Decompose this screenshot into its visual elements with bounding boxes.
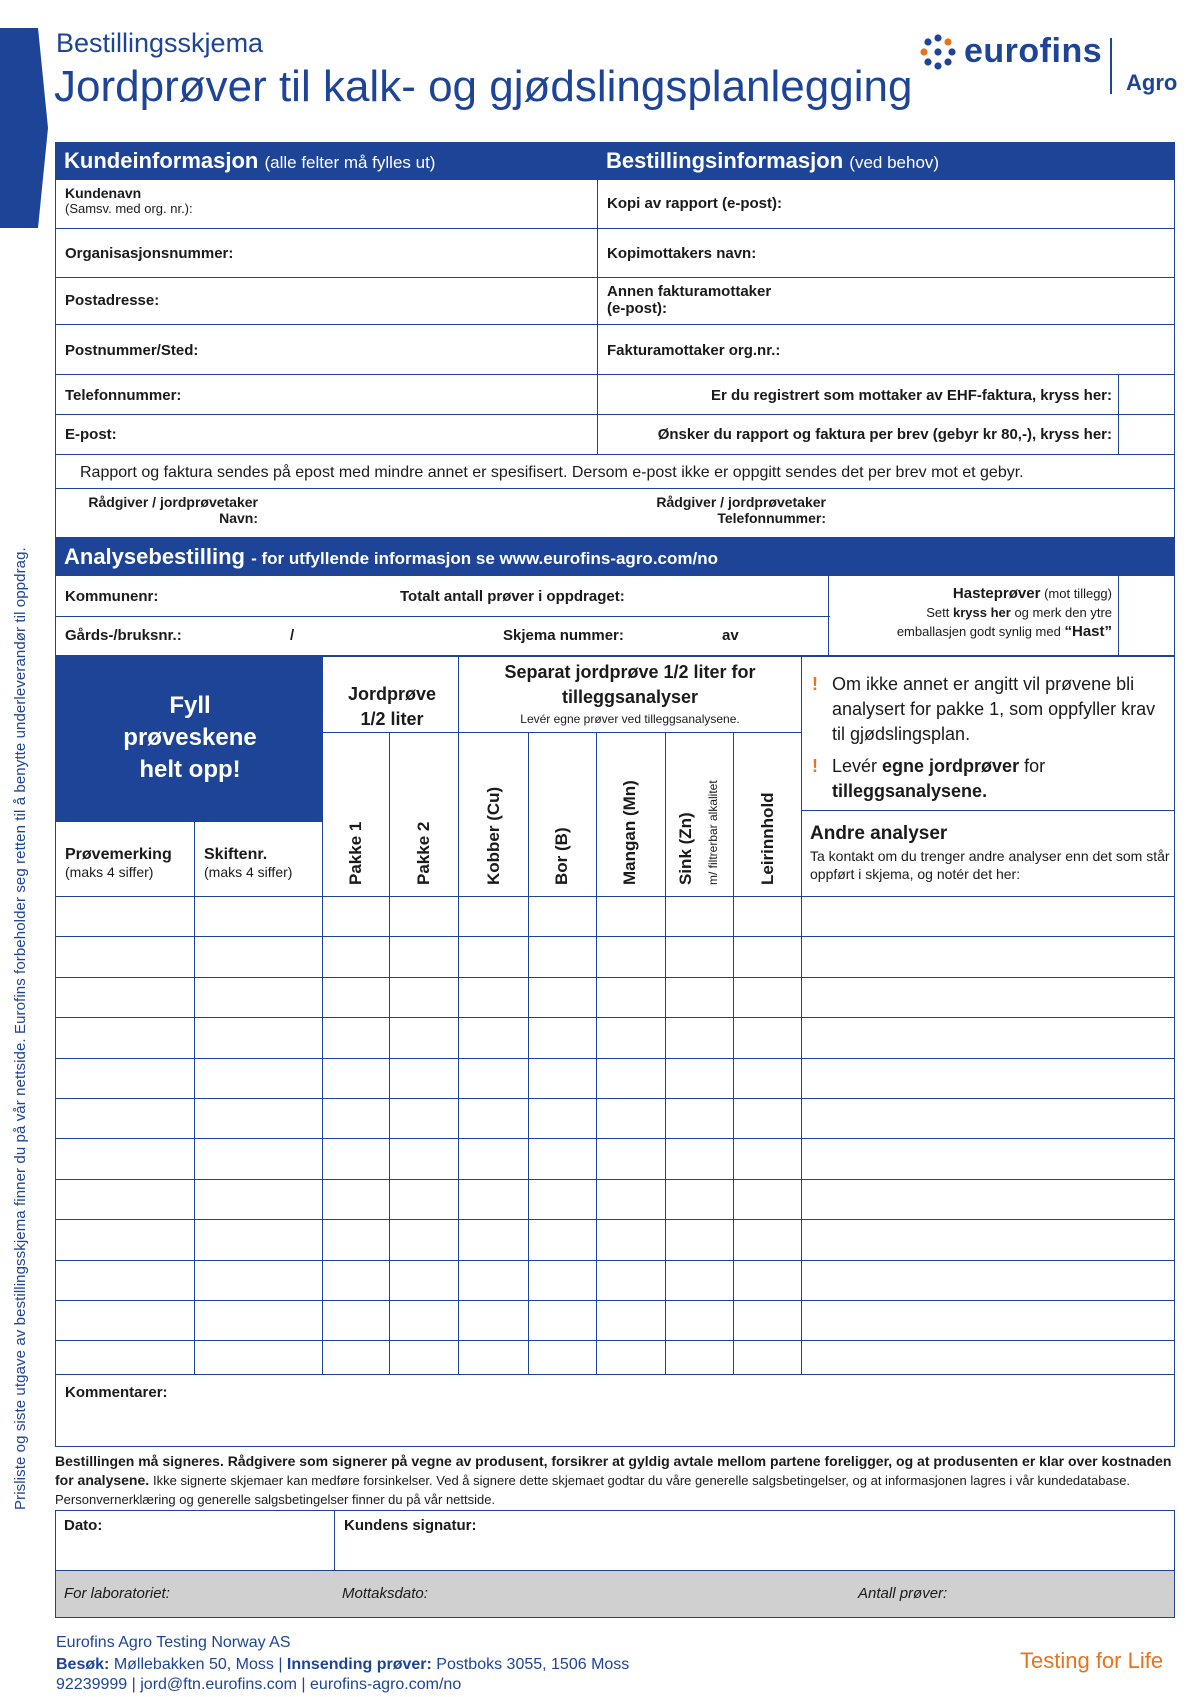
- table-row[interactable]: [55, 936, 1175, 937]
- customer-name-label: Kundenavn: [65, 185, 142, 201]
- separate-sample-note: Levér egne prøver ved tilleggsanalysene.: [520, 712, 740, 726]
- org-number-field[interactable]: Organisasjonsnummer:: [65, 245, 234, 262]
- divider: [528, 732, 529, 1375]
- urgent-line2-c: og merk den ytre: [1014, 605, 1112, 620]
- separate-sample-header: [462, 660, 798, 726]
- divider: [597, 180, 598, 454]
- fill-boxes-text: Fyll prøveskene helt opp!: [123, 692, 257, 783]
- schema-number-field[interactable]: Skjema nummer:: [503, 627, 624, 644]
- pakke2-header: Pakke 2: [414, 821, 433, 885]
- table-row[interactable]: [55, 1179, 1175, 1180]
- footer-send: Postboks 3055, 1506 Moss: [436, 1656, 630, 1673]
- footer-send-label: Innsending prøver:: [286, 1656, 432, 1673]
- form-subtitle: Bestillingsskjema: [56, 28, 264, 58]
- zip-city-field[interactable]: Postnummer/Sted:: [65, 342, 199, 359]
- logo-divider: [1110, 38, 1112, 94]
- footer-slogan: Testing for Life: [1020, 1648, 1164, 1673]
- signature-label: Kundens signatur:: [344, 1517, 477, 1534]
- advisor-phone-label-2: Telefonnummer:: [717, 510, 826, 526]
- table-row[interactable]: [55, 1058, 1175, 1059]
- form-title: Jordprøver til kalk- og gjødslingsplanlegging: [54, 62, 913, 111]
- divider: [389, 732, 390, 1375]
- side-tab-decoration: [0, 28, 38, 228]
- other-analyses-title: Andre analyser: [810, 823, 948, 844]
- divider: [55, 374, 1175, 375]
- farm-number-field[interactable]: Gårds-/bruksnr.:: [65, 627, 182, 644]
- footer-website[interactable]: eurofins-agro.com/no: [310, 1676, 462, 1693]
- divider: [801, 656, 802, 1375]
- advisor-phone-field[interactable]: [640, 494, 826, 526]
- municipality-field[interactable]: Kommunenr:: [65, 588, 159, 605]
- field-number-header: [204, 846, 292, 880]
- footer-address: Besøk: Møllebakken 50, Moss | Innsending prøver: Postboks 3055, 1506 Moss: [56, 1656, 630, 1673]
- table-row[interactable]: [55, 1300, 1175, 1301]
- note2-c: for: [1024, 756, 1046, 776]
- table-row[interactable]: [55, 1098, 1175, 1099]
- note2-d: tilleggsanalysene.: [832, 781, 988, 801]
- advisor-name-field[interactable]: [78, 494, 258, 526]
- divider: [322, 732, 801, 733]
- boron-header: Bor (B): [552, 827, 571, 885]
- divider: [55, 488, 1175, 489]
- divider: [334, 1510, 335, 1570]
- customer-heading: [64, 148, 435, 174]
- field-number-label: Skiftenr.: [204, 846, 268, 863]
- schema-of-label: av: [722, 627, 739, 644]
- table-row[interactable]: [55, 1017, 1175, 1018]
- other-invoice-field[interactable]: [607, 283, 771, 317]
- footer-visit: Møllebakken 50, Moss: [113, 1656, 274, 1673]
- divider: [55, 228, 1175, 229]
- manganese-header: Mangan (Mn): [620, 780, 639, 885]
- divider: [55, 896, 1175, 897]
- order-heading-text: Bestillingsinformasjon: [606, 148, 844, 173]
- copper-header: Kobber (Cu): [484, 786, 503, 885]
- divider: [322, 656, 323, 1375]
- divider: [665, 732, 666, 1375]
- table-row[interactable]: [55, 977, 1175, 978]
- signing-terms-bold: Bestillingen må signeres. Rådgivere som signerer på vegne av produsent, forsikrer at gyldig avtale mellom partene foreligger, og at produsenten er klar over kostnaden for analysene.: [55, 1453, 1172, 1488]
- other-analyses-header: [810, 823, 1170, 883]
- ehf-label: Er du registrert som mottaker av EHF-faktura, kryss her:: [711, 387, 1112, 404]
- exclamation-icon: !: [812, 674, 818, 694]
- report-copy-field[interactable]: Kopi av rapport (e-post):: [607, 195, 782, 212]
- urgent-line2-b: kryss her: [953, 605, 1011, 620]
- divider: [55, 414, 1175, 415]
- note-default-package: [812, 672, 1162, 747]
- eurofins-logo-mark-icon: [918, 32, 958, 72]
- sample-marking-header: [65, 846, 172, 880]
- farm-number-separator: /: [290, 627, 295, 644]
- postal-address-field[interactable]: Postadresse:: [65, 292, 160, 309]
- signing-terms-normal: Ikke signerte skjemaer kan medføre forsinkelser. Ved å signere dette skjemaet godtar du våre generelle salgsbetingelser, og at informasjonen lagres i vår kundedatabase. Personvernerklæring og generelle salgsbetingelser finner du på vår nettside.: [55, 1473, 1131, 1507]
- notice-text: Rapport og faktura sendes på epost med mindre annet er spesifisert. Dersom e-post ikke er oppgitt sendes det per brev mot et gebyr.: [80, 464, 1024, 481]
- divider: [828, 576, 829, 656]
- pakke1-header: Pakke 1: [346, 821, 365, 885]
- invoice-org-field[interactable]: Fakturamottaker org.nr.:: [607, 342, 781, 359]
- copy-name-field[interactable]: Kopimottakers navn:: [607, 245, 757, 262]
- footer-contact: 92239999 | jord@ftn.eurofins.com | eurofins-agro.com/no: [56, 1676, 462, 1693]
- table-row[interactable]: [55, 1138, 1175, 1139]
- side-note: Prisliste og siste utgave av bestillingsskjema finner du på vår nettside. Eurofins forbeholder seg retten til å benytte underleverandør til oppdrag.: [12, 547, 29, 1510]
- note-default-package-text: Om ikke annet er angitt vil prøvene bli analysert for pakke 1, som oppfyller krav til gjødslingsplan.: [832, 674, 1156, 744]
- signing-terms: [55, 1452, 1175, 1509]
- urgent-line3-a: emballasjen godt synlig med: [896, 624, 1061, 639]
- divider: [458, 656, 459, 1375]
- divider: [801, 810, 1175, 811]
- logo-agro: Agro: [1126, 70, 1178, 95]
- table-row[interactable]: [55, 1260, 1175, 1261]
- urgent-note: (mot tillegg): [1044, 586, 1112, 601]
- divider: [55, 454, 1175, 455]
- footer-company: Eurofins Agro Testing Norway AS: [56, 1634, 291, 1651]
- urgent-line3-b: “Hast”: [1064, 623, 1112, 640]
- advisor-phone-label-1: Rådgiver / jordprøvetaker: [656, 494, 826, 510]
- analysis-heading-note: - for utfyllende informasjon se www.eurofins-agro.com/no: [251, 549, 718, 568]
- urgent-line2-a: Sett: [926, 605, 950, 620]
- phone-field[interactable]: Telefonnummer:: [65, 387, 182, 404]
- analysis-heading: [64, 544, 718, 570]
- customer-name-note: (Samsv. med org. nr.):: [65, 201, 193, 216]
- customer-heading-text: Kundeinformasjon: [64, 148, 259, 173]
- divider: [55, 324, 1175, 325]
- customer-order-frame: [55, 180, 1175, 538]
- order-heading-note: (ved behov): [849, 153, 940, 172]
- note2-b: egne jordprøver: [882, 756, 1020, 776]
- sample-marking-label: Prøvemerking: [65, 846, 172, 863]
- urgent-checkbox[interactable]: [1118, 578, 1174, 655]
- divider: [55, 277, 1175, 278]
- date-label: Dato:: [64, 1517, 103, 1534]
- email-field[interactable]: E-post:: [65, 426, 117, 443]
- order-heading: [606, 148, 939, 174]
- zinc-header: Sink (Zn): [676, 812, 695, 885]
- total-samples-field[interactable]: Totalt antall prøver i oppdraget:: [400, 588, 625, 605]
- sample-marking-note: (maks 4 siffer): [65, 864, 154, 880]
- note2-a: Levér: [832, 756, 878, 776]
- zinc-note: m/ filtrerbar alkalitet: [706, 780, 720, 885]
- other-invoice-note: (e-post):: [607, 300, 667, 317]
- divider: [733, 732, 734, 1375]
- customer-name-field[interactable]: [65, 185, 193, 216]
- logo-wordmark: eurofins: [964, 32, 1103, 70]
- other-invoice-label: Annen fakturamottaker: [607, 283, 772, 300]
- footer-visit-label: Besøk:: [56, 1656, 110, 1673]
- clay-content-header: Leirinnhold: [758, 792, 777, 885]
- mail-checkbox[interactable]: [1118, 414, 1175, 454]
- exclamation-icon: !: [812, 756, 818, 776]
- table-row[interactable]: [55, 1340, 1175, 1341]
- lab-section: [56, 1570, 1174, 1617]
- eurofins-logo: [918, 32, 1178, 102]
- divider: [55, 616, 830, 617]
- field-number-note: (maks 4 siffer): [204, 864, 293, 880]
- ehf-checkbox[interactable]: [1118, 374, 1175, 414]
- footer-email[interactable]: jord@ftn.eurofins.com: [140, 1676, 297, 1693]
- footer-phone: 92239999: [56, 1676, 128, 1693]
- divider: [596, 732, 597, 1375]
- received-date-label: Mottaksdato:: [342, 1585, 428, 1602]
- urgent-label: [836, 584, 1112, 641]
- mail-label: Ønsker du rapport og faktura per brev (gebyr kr 80,-), kryss her:: [657, 426, 1112, 443]
- comments-label: Kommentarer:: [65, 1384, 168, 1401]
- advisor-name-label-2: Navn:: [219, 510, 258, 526]
- analysis-heading-text: Analysebestilling: [64, 544, 245, 569]
- sample-count-label: Antall prøver:: [858, 1585, 948, 1602]
- advisor-name-label-1: Rådgiver / jordprøvetaker: [88, 494, 258, 510]
- soil-sample-header: Jordprøve 1/2 liter: [347, 684, 437, 729]
- customer-heading-note: (alle felter må fylles ut): [264, 153, 436, 172]
- lab-label: For laboratoriet:: [64, 1585, 170, 1602]
- note-separate-samples: [812, 754, 1162, 804]
- urgent-title: Hasteprøver: [952, 585, 1041, 602]
- other-analyses-note: Ta kontakt om du trenger andre analyser enn det som står oppført i skjema, og notér det her:: [810, 848, 1170, 882]
- comments-field[interactable]: [55, 1375, 1175, 1447]
- table-row[interactable]: [55, 1219, 1175, 1220]
- separate-sample-title: Separat jordprøve 1/2 liter for tilleggsanalyser: [504, 662, 756, 707]
